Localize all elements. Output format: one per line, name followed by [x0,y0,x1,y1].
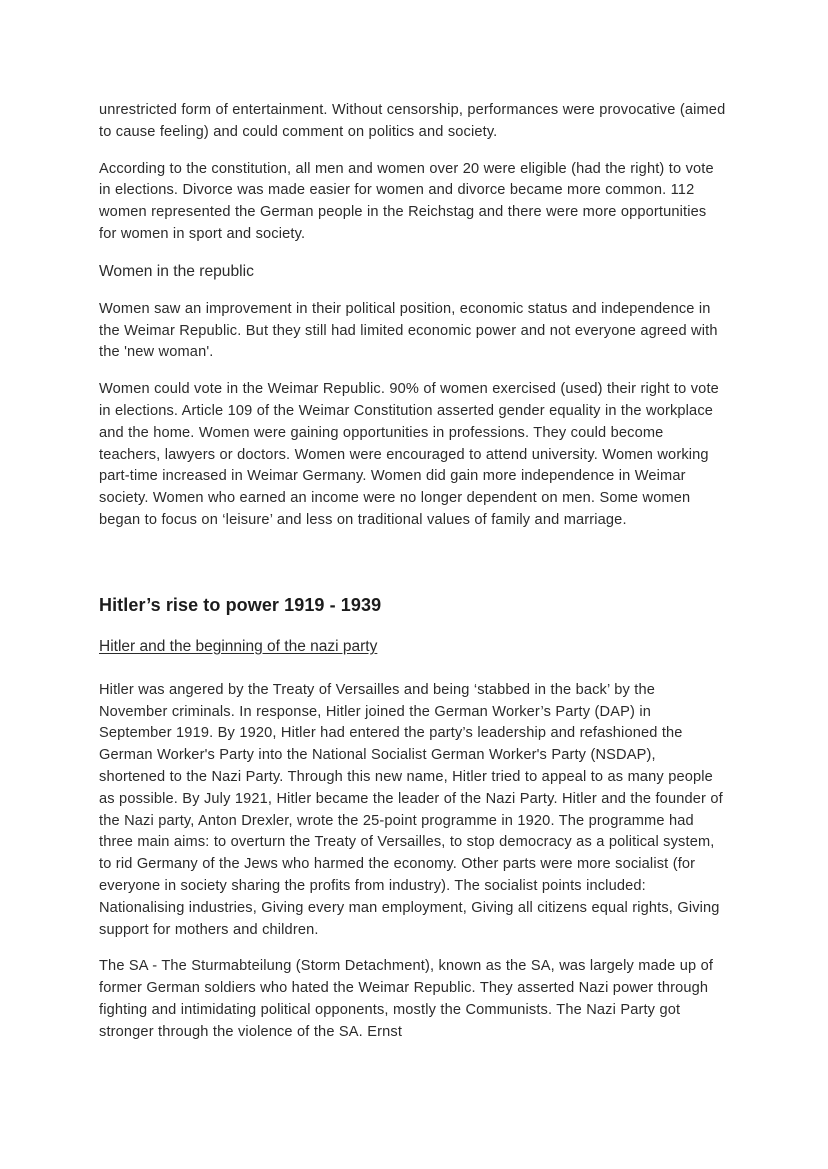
document-body [99,100,726,1059]
paragraph-women-improvement: Women saw an improvement in their political position, economic status and independence in the Weimar Republic. But they still had limited economic power and not everyone agreed with the 'new woman'. [99,300,718,361]
paragraph-constitution: According to the constitution, all men and women over 20 were eligible (had the right) to vote in elections. Divorce was made easier for women and divorce became more common. 112 women represented the German people in the Reichstag and there were more opportunities for women in sport and society. [99,160,714,242]
section-spacer [99,547,726,593]
subheading-hitler-beginning-nazi-party: Hitler and the beginning of the nazi party [99,637,378,655]
paragraph-hitler-angered: Hitler was angered by the Treaty of Versailles and being ‘stabbed in the back’ by the November criminals. In response, Hitler joined the German Worker’s Party (DAP) in September 1919. By 1920, Hitler had entered the party’s leadership and refashioned the German Worker's Party into the National Socialist German Worker's Party (NSDAP), shortened to the Nazi Party. Through this new name, Hitler tried to appeal to as many people as possible. By July 1921, Hitler became the leader of the Nazi Party. Hitler and the founder of the Nazi party, Anton Drexler, wrote the 25-point programme in 1920. The programme had three main aims: to overturn the Treaty of Versailles, to stop democracy as a political system, to rid Germany of the Jews who harmed the economy. Other parts were more socialist (for everyone in society sharing the profits from industry). The socialist points included: Nationalising industries, Giving every man employment, Giving all citizens equal rights, Giving support for mothers and children. [99,681,723,938]
paragraph-entertainment: unrestricted form of entertainment. Without censorship, performances were provocative (aimed to cause feeling) and could comment on politics and society. [99,102,726,140]
subheading-women-in-the-republic: Women in the republic [99,262,254,280]
paragraph-the-sa: The SA - The Sturmabteilung (Storm Detachment), known as the SA, was largely made up of former German soldiers who hated the Weimar Republic. They asserted Nazi power through fighting and intimidating political opponents, mostly the Communists. The Nazi Party got stronger through the violence of the SA. Ernst [99,958,714,1040]
heading-hitlers-rise-to-power: Hitler’s rise to power 1919 - 1939 [99,594,382,615]
paragraph-women-vote: Women could vote in the Weimar Republic. 90% of women exercised (used) their right to vote in elections. Article 109 of the Weimar Constitution asserted gender equality in the workplace and the home. Women were gaining opportunities in professions. They could become teachers, lawyers or doctors. Women were encouraged to attend university. Women working part-time increased in Weimar Germany. Women did gain more independence in Weimar society. Women who earned an income were no longer dependent on men. Some women began to focus on ‘leisure’ and less on traditional values of family and marriage. [99,381,719,528]
